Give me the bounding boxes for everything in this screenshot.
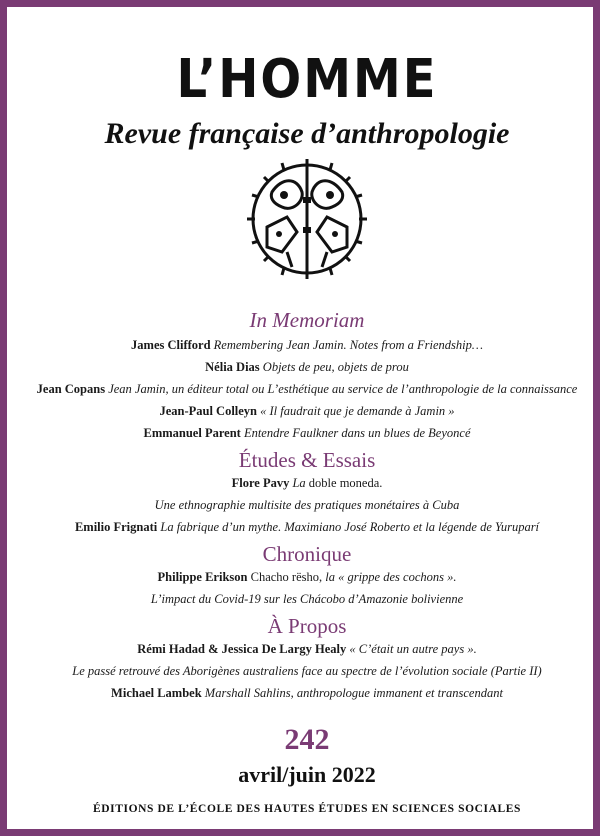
toc-entry-continuation [7, 661, 600, 682]
entry-author: Nélia Dias [205, 360, 260, 374]
toc-entry [7, 423, 600, 444]
issue-number: 242 [284, 723, 330, 756]
toc-entry-continuation [7, 495, 600, 516]
entry-subtitle: Le passé retrouvé des Aborigènes australiens face au spectre de l’évolution sociale (Partie II) [72, 664, 542, 678]
toc-entry [7, 401, 600, 422]
publisher-name: ÉDITIONS DE L’ÉCOLE DES HAUTES ÉTUDES EN SCIENCES SOCIALES [92, 803, 522, 815]
entry-title-plain: doble moneda. [305, 476, 383, 490]
entry-author: James Clifford [131, 338, 211, 352]
section-title-a-propos: À Propos [267, 614, 347, 638]
entry-author: Emilio Frignati [74, 520, 158, 534]
entry-author: Emmanuel Parent [143, 426, 241, 440]
section-title-in-memoriam: In Memoriam [249, 308, 365, 332]
toc-entry [7, 379, 600, 400]
toc-entry [7, 639, 600, 660]
entry-title: Jean Jamin, un éditeur total ou L’esthétique au service de l’anthropologie de la connaissance [108, 382, 578, 396]
toc-entry-continuation [7, 589, 600, 610]
entry-title-plain: Chacho rësho, [250, 570, 326, 584]
journal-subtitle: Revue française d’anthropologie [104, 117, 510, 150]
section-title-chronique: Chronique [262, 542, 352, 566]
entry-author: Jean Copans [36, 382, 106, 396]
entry-title: La fabrique d’un mythe. Maximiano José Roberto et la légende de Yuruparí [160, 520, 540, 534]
toc-entry [7, 517, 600, 538]
entry-author: Flore Pavy [231, 476, 290, 490]
toc-entry [7, 357, 600, 378]
toc-entry [7, 473, 600, 494]
entry-title: « C’était un autre pays ». [349, 642, 477, 656]
toc-entry [7, 567, 600, 588]
entry-subtitle: L’impact du Covid-19 sur les Chácobo d’Amazonie bolivienne [150, 592, 464, 606]
entry-title: la « grippe des cochons ». [325, 570, 457, 584]
journal-name: L’HOMME [176, 47, 438, 111]
entry-author: Michael Lambek [111, 686, 202, 700]
section-title-etudes-essais: Études & Essais [238, 448, 376, 472]
toc-entry [7, 335, 600, 356]
entry-author: Rémi Hadad & Jessica De Largy Healy [137, 642, 347, 656]
entry-title-prefix: La [292, 476, 306, 490]
twin-figures-emblem-icon [242, 157, 372, 282]
entry-title: Marshall Sahlins, anthropologue immanent et transcendant [204, 686, 503, 700]
entry-title: Objets de peu, objets de prou [262, 360, 409, 374]
entry-title: « Il faudrait que je demande à Jamin » [260, 404, 455, 418]
issue-date: avril/juin 2022 [238, 762, 376, 787]
entry-title: Entendre Faulkner dans un blues de Beyoncé [243, 426, 471, 440]
entry-author: Philippe Erikson [157, 570, 248, 584]
entry-subtitle: Une ethnographie multisite des pratiques monétaires à Cuba [154, 498, 460, 512]
entry-title: Remembering Jean Jamin. Notes from a Friendship… [213, 338, 483, 352]
toc-entry [7, 683, 600, 704]
entry-author: Jean-Paul Colleyn [159, 404, 258, 418]
